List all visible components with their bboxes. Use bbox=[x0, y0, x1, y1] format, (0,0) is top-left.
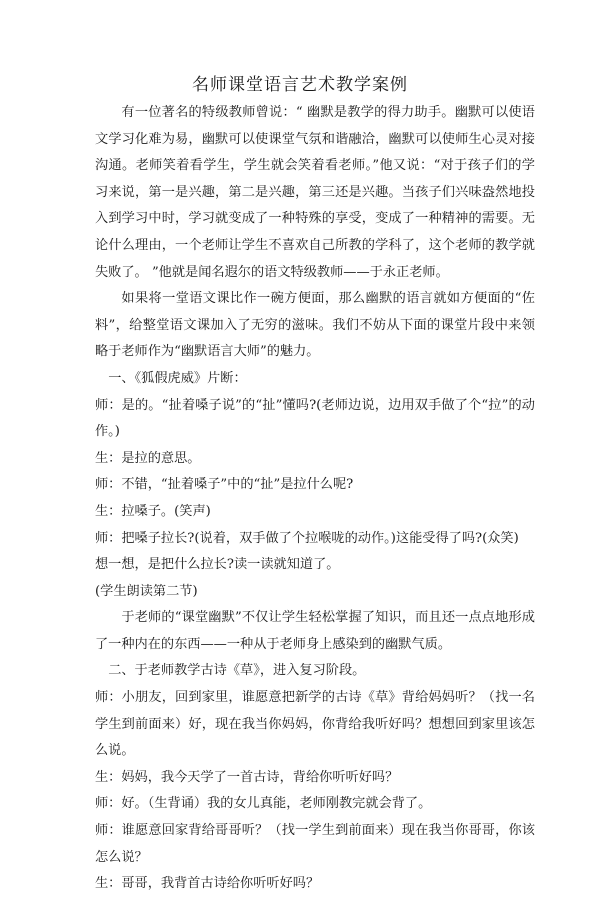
dialogue-line: 师：小朋友，回到家里，谁愿意把新学的古诗《草》背给妈妈听？（找一名学生到前面来）好，现在我当你妈妈，你背给我听好吗？想想回到家里该怎么说。 bbox=[95, 690, 535, 759]
dialogue-line: 想一想，是把什么拉长?读一读就知道了。 bbox=[95, 557, 340, 573]
dialogue-line: 师：把嗓子拉长?(说着，双手做了个拉喉咙的动作。)这能受得了吗?(众笑) bbox=[95, 530, 519, 546]
dialogue-line: 师：谁愿意回家背给哥哥听？（找一学生到前面来）现在我当你哥哥，你该怎么说？ bbox=[95, 823, 535, 865]
section-heading-2: 二、于老师教学古诗《草》，进入复习阶段。 bbox=[108, 663, 366, 679]
dialogue-line: 生：哥哥，我背首古诗给你听听好吗？ bbox=[95, 876, 320, 892]
paragraph-analogy: 如果将一堂语文课比作一碗方便面，那么幽默的语言就如方便面的“佐料”，给整堂语文课加入了无穷的滋味。我们不妨从下面的课堂片段中来领略于老师作为“幽默语言大师”的魅力。 bbox=[95, 291, 535, 360]
paragraph-commentary: 于老师的“课堂幽默”不仅让学生轻松掌握了知识，而且还一点点地形成了一种内在的东西——一种从于老师身上感染到的幽默气质。 bbox=[95, 610, 535, 652]
dialogue-line: 生：是拉的意思。 bbox=[95, 450, 201, 466]
section-heading-1: 一、《狐假虎威》片断： bbox=[108, 370, 247, 386]
dialogue-line: 生：妈妈，我今天学了一首古诗，背给你听听好吗？ bbox=[95, 769, 399, 785]
dialogue-line: (学生朗读第二节) bbox=[95, 583, 198, 599]
dialogue-line: 师：不错，“扯着嗓子”中的“扯”是拉什么呢? bbox=[95, 477, 354, 493]
document-title: 名师课堂语言艺术教学案例 bbox=[192, 75, 408, 95]
dialogue-line: 生：拉嗓子。(笑声) bbox=[95, 503, 211, 519]
document-body bbox=[95, 100, 535, 898]
dialogue-line: 师：是的。“扯着嗓子说”的“扯”懂吗?(老师边说，边用双手做了个“拉”的动作。) bbox=[95, 397, 535, 440]
dialogue-line: 师：好。（生背诵）我的女儿真能，老师刚教完就会背了。 bbox=[95, 796, 432, 812]
paragraph-intro: 有一位著名的特级教师曾说：“ 幽默是教学的得力助手。幽默可以使语文学习化难为易，幽默可以使课堂气氛和谐融洽，幽默可以使师生心灵对接沟通。老师笑着看学生，学生就会笑着看老师。”他又说：“对于孩子们的学习来说，第一是兴趣，第二是兴趣，第三还是兴趣。当孩子们兴味盎然地投入到学习中时，学习就变成了一种特殊的享受，变成了一种精神的需要。无论什么理由，一个老师让学生不喜欢自己所教的学科了，这个老师的教学就失败了。 ”他就是闻名遐尔的语文特级教师——于永正老师。 bbox=[95, 105, 535, 280]
